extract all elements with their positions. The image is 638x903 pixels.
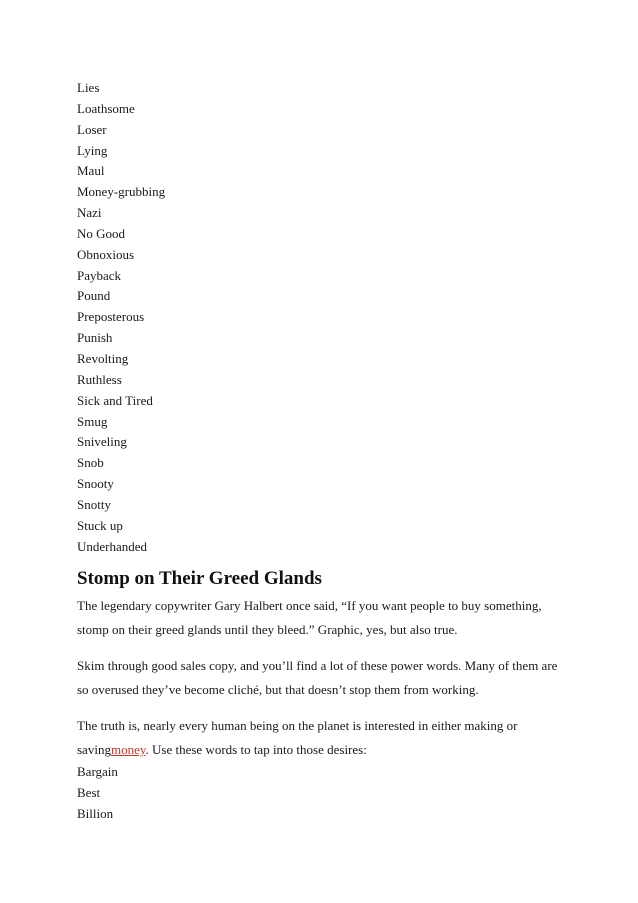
list-item: Underhanded xyxy=(77,538,148,554)
list-item: Obnoxious xyxy=(77,246,135,262)
list-item: Maul xyxy=(77,163,105,179)
list-item: Best xyxy=(77,785,101,801)
list-item: Money-grubbing xyxy=(77,184,166,200)
paragraph-halbert-line-1: The legendary copywriter Gary Halbert once said, “If you want people to buy something, xyxy=(77,598,542,614)
list-item: Snotty xyxy=(77,496,111,512)
list-item: Ruthless xyxy=(77,371,122,387)
list-item: Nazi xyxy=(77,205,102,221)
paragraph-truth-line-2 xyxy=(77,738,577,762)
list-item: Punish xyxy=(77,330,113,346)
document-page xyxy=(77,78,577,825)
list-item: Loathsome xyxy=(77,100,135,116)
paragraph-sales-copy-line-1: Skim through good sales copy, and you’ll find a lot of these power words. Many of them are xyxy=(77,658,558,674)
paragraph-truth-line-1: The truth is, nearly every human being on the planet is interested in either making or xyxy=(77,718,518,734)
list-item: Sniveling xyxy=(77,434,127,450)
list-item: Lying xyxy=(77,142,108,158)
list-item: Revolting xyxy=(77,350,129,366)
list-item: Smug xyxy=(77,413,108,429)
greed-word-list xyxy=(77,762,577,825)
list-item: Payback xyxy=(77,267,122,283)
negative-word-list xyxy=(77,78,577,557)
paragraph-truth-suffix: . Use these words to tap into those desires: xyxy=(145,742,367,758)
list-item: Snob xyxy=(77,455,104,471)
paragraph-truth-prefix: saving xyxy=(77,742,111,758)
list-item: Snooty xyxy=(77,476,114,492)
paragraph-halbert-line-2: stomp on their greed glands until they bleed.” Graphic, yes, but also true. xyxy=(77,622,458,638)
list-item: Loser xyxy=(77,121,107,137)
list-item: Bargain xyxy=(77,764,118,780)
list-item: Lies xyxy=(77,80,100,95)
list-item: Sick and Tired xyxy=(77,392,153,408)
list-item: Stuck up xyxy=(77,517,123,533)
list-item: Billion xyxy=(77,806,114,822)
list-item: No Good xyxy=(77,225,126,241)
list-item: Preposterous xyxy=(77,309,145,325)
money-link[interactable]: money xyxy=(110,742,146,758)
list-item: Pound xyxy=(77,288,111,304)
section-heading: Stomp on Their Greed Glands xyxy=(77,568,322,590)
paragraph-sales-copy-line-2: so overused they’ve become cliché, but that doesn’t stop them from working. xyxy=(77,682,479,698)
